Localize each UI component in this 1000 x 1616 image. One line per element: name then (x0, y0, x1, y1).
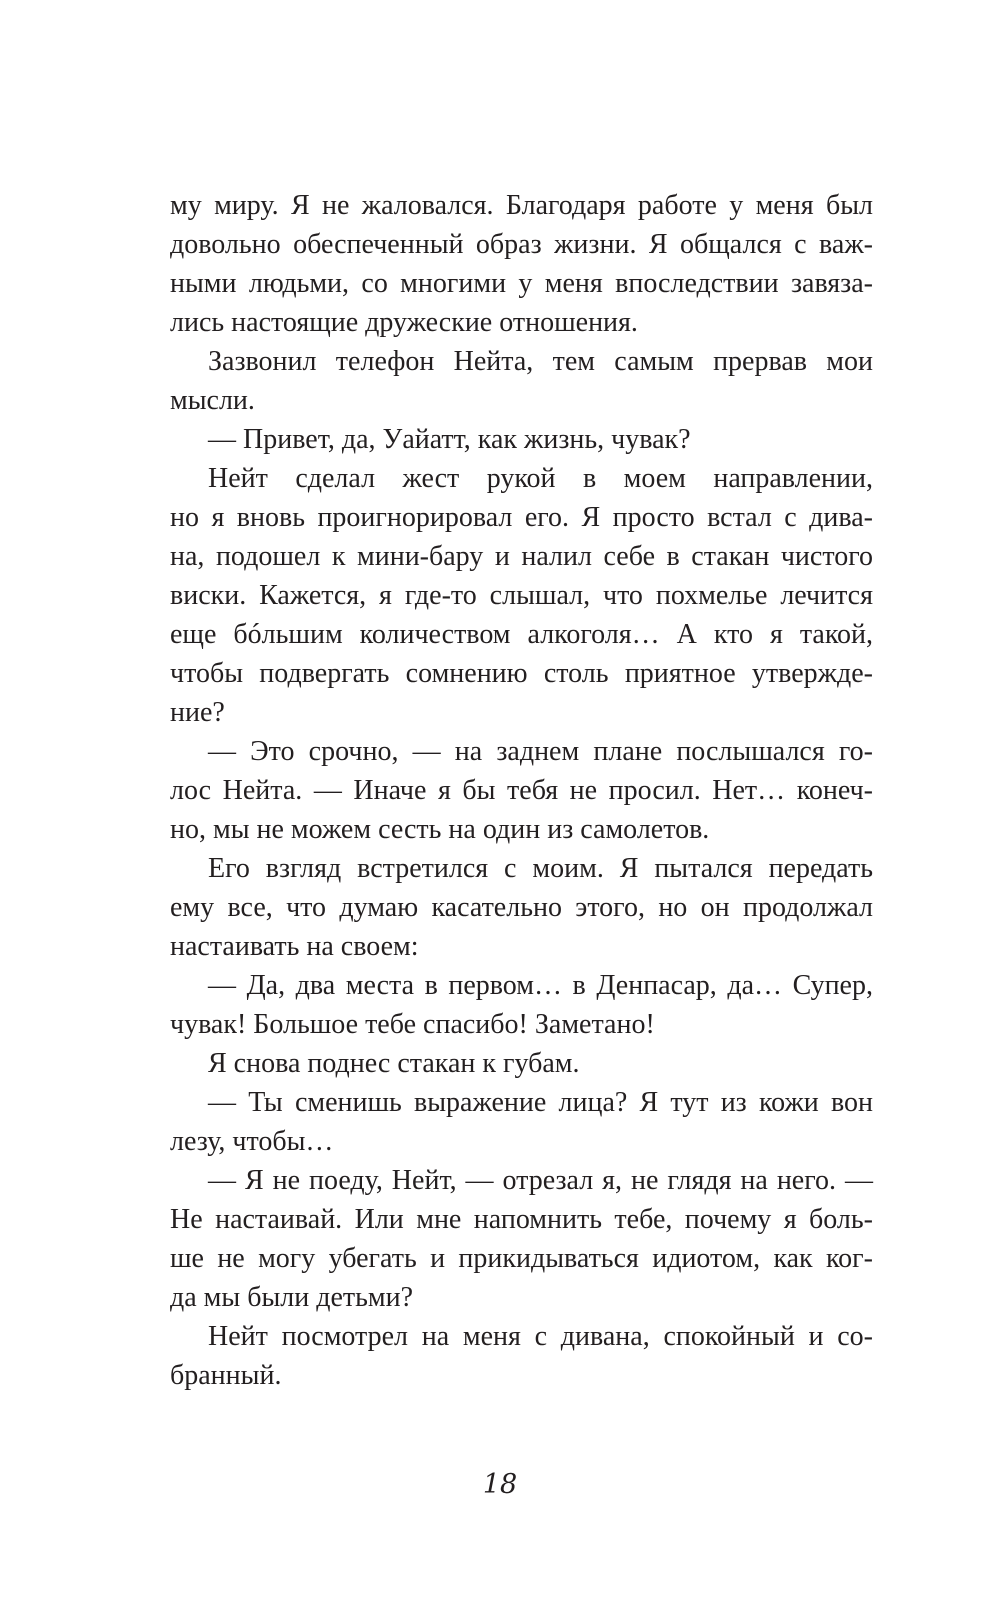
text-line: ше не могу убегать и прикидываться идиотом, как ког- (170, 1243, 873, 1274)
text-line: виски. Кажется, я где-то слышал, что похмелье лечится (170, 580, 873, 611)
text-line: Нейт сделал жест рукой в моем направлении, (208, 463, 873, 494)
text-line: ему все, что думаю касательно этого, но он продолжал (170, 892, 873, 923)
text-line: лезу, чтобы… (170, 1126, 334, 1157)
text-line: му миру. Я не жаловался. Благодаря работе у меня был (170, 190, 873, 221)
text-line: — Я не поеду, Нейт, — отрезал я, не глядя на него. — (208, 1165, 873, 1196)
text-line: еще бóльшим количеством алкоголя… А кто я такой, (170, 619, 873, 650)
page-number: 18 (482, 1469, 518, 1500)
text-line: мысли. (170, 385, 255, 416)
text-line: — Ты сменишь выражение лица? Я тут из кожи вон (208, 1087, 873, 1118)
text-line: Зазвонил телефон Нейта, тем самым прервав мои (208, 346, 873, 377)
text-line: лись настоящие дружеские отношения. (170, 307, 638, 338)
text-line: Не настаивай. Или мне напомнить тебе, почему я боль- (170, 1204, 873, 1235)
text-line: Его взгляд встретился с моим. Я пытался передать (208, 853, 873, 884)
text-line: но, мы не можем сесть на один из самолетов. (170, 814, 710, 845)
text-line: на, подошел к мини-бару и налил себе в стакан чистого (170, 541, 873, 572)
text-line: Я снова поднес стакан к губам. (208, 1048, 580, 1079)
text-line: чтобы подвергать сомнению столь приятное утвержде- (170, 658, 873, 689)
text-line: ными людьми, со многими у меня впоследствии завяза- (170, 268, 873, 299)
text-line: бранный. (170, 1360, 282, 1391)
page-body-text (170, 186, 873, 1395)
text-line: довольно обеспеченный образ жизни. Я общался с важ- (170, 229, 873, 260)
text-line: Нейт посмотрел на меня с дивана, спокойный и со- (208, 1321, 873, 1352)
text-line: лос Нейта. — Иначе я бы тебя не просил. Нет… конеч- (170, 775, 873, 806)
text-line: настаивать на своем: (170, 931, 419, 962)
text-line: ние? (170, 697, 225, 728)
text-line: — Привет, да, Уайатт, как жизнь, чувак? (208, 424, 691, 455)
text-line: — Да, два места в первом… в Денпасар, да… Супер, (208, 970, 873, 1001)
text-line: но я вновь проигнорировал его. Я просто встал с дива- (170, 502, 873, 533)
text-line: чувак! Большое тебе спасибо! Заметано! (170, 1009, 655, 1040)
text-line: да мы были детьми? (170, 1282, 414, 1313)
text-line: — Это срочно, — на заднем плане послышался го- (208, 736, 873, 767)
